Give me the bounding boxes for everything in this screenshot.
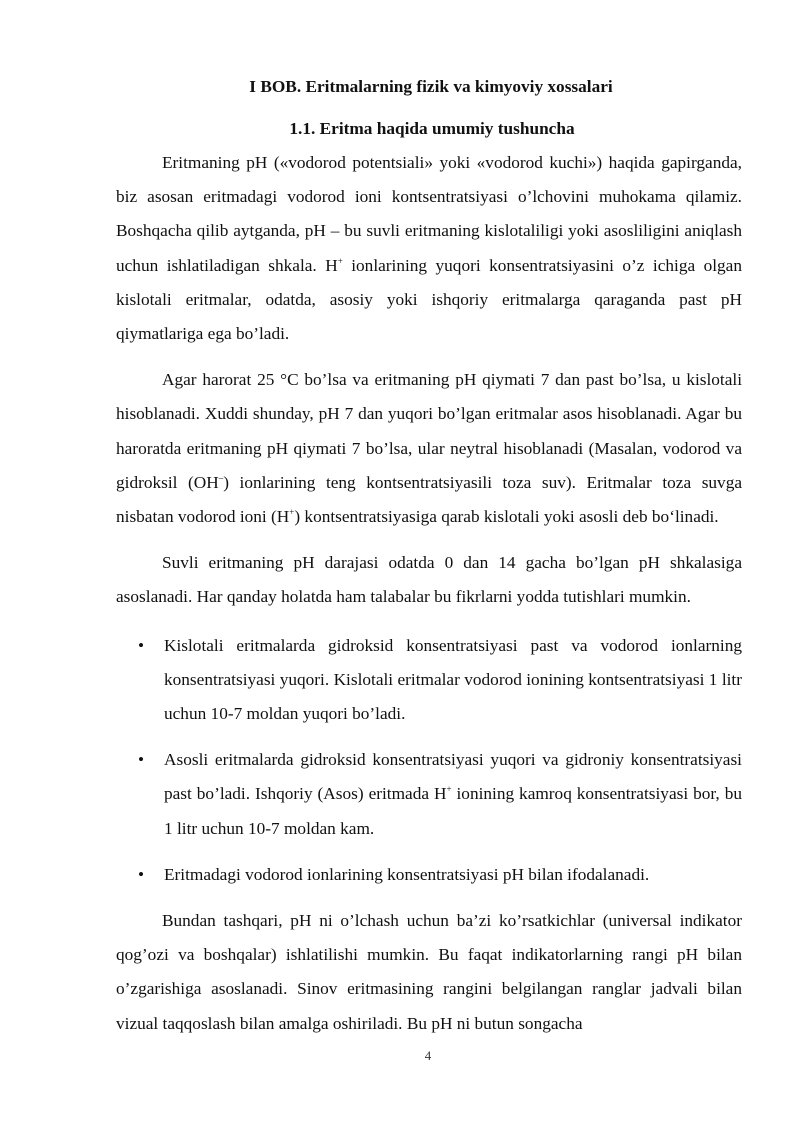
paragraph-2-text-b: ) ionlarining teng kontsentratsiyasili toza suv). Eritmalar toza suvga nisbatan vodorod ioni (H [116, 472, 743, 527]
page-content [116, 70, 742, 1041]
bullet-icon: • [138, 864, 145, 884]
superscript-plus: + [337, 255, 343, 266]
paragraph-1-text-b: ionlarining yuqori konsentratsiyasini o’z ichiga olgan kislotali eritmalar, odatda, asosiy yoki ishqoriy eritmalarga qaraganda past pH qiymatlariga ega bo’ladi. [116, 255, 742, 344]
paragraph-2-text-a: Agar harorat 25 °C bo’lsa va eritmaning pH qiymati 7 dan past bo’lsa, u kislotali hisoblanadi. Xuddi shunday, pH 7 dan yuqori bo’lgan eritmalar asos hisoblanadi. Agar bu haroratda eritmaning pH qiymati 7 bo’lsa, ular neytral hisoblanadi (Masalan, vodorod va gidroksil (OH [116, 370, 742, 492]
page-number: 4 [424, 1048, 432, 1063]
paragraph-3: Suvli eritmaning pH darajasi odatda 0 dan 14 gacha bo’lgan pH shkalasiga asoslanadi. Har qanday holatda ham talabalar bu fikrlarni yodda tutishlari mumkin. [116, 553, 742, 607]
paragraph-1-text-a: Eritmaning pH («vodorod potentsiali» yoki «vodorod kuchi») haqida gapirganda, biz asosan eritmadagi vodorod ioni kontsentratsiyasi o’lchovini muhokama qilamiz. Boshqacha qilib aytganda, pH – bu suvli eritmaning kislotaliligi yoki asosliligini aniqlash uchun ishlatiladigan shkala. H [116, 153, 742, 275]
superscript-minus: – [218, 472, 224, 483]
bullet-icon: • [138, 750, 145, 770]
list-item [116, 858, 742, 892]
paragraph-2-text-c: ) kontsentratsiyasiga qarab kislotali yoki asosli deb bo‘linadi. [294, 507, 719, 527]
bullet-icon: • [138, 635, 145, 655]
paragraph-4: Bundan tashqari, pH ni o’lchash uchun ba’zi ko’rsatkichlar (universal indikator qog’ozi va boshqalar) ishlatilishi mumkin. Bu faqat indikatorlarning rangi pH bilan o’zgarishiga asoslanadi. Sinov eritmasining rangini belgilangan ranglar jadvali bilan vizual taqqoslash bilan amalga oshiriladi. Bu pH ni butun songacha [116, 911, 742, 1033]
list-item-text: Eritmadagi vodorod ionlarining konsentratsiyasi pH bilan ifodalanadi. [164, 864, 650, 884]
bullet-list [116, 629, 742, 892]
list-item [116, 629, 742, 732]
list-item-text-b: ionining kamroq konsentratsiyasi bor, bu 1 litr uchun 10-7 moldan kam. [164, 784, 742, 838]
list-item-text-a: Asosli eritmalarda gidroksid konsentratsiyasi yuqori va gidroniy konsentratsiyasi past bo’ladi. Ishqoriy (Asos) eritmada H [164, 750, 742, 804]
superscript-plus: + [289, 507, 295, 518]
superscript-plus: + [446, 784, 452, 795]
list-item [116, 743, 742, 846]
list-item-text: Kislotali eritmalarda gidroksid konsentratsiyasi past va vodorod ionlarning konsentratsiyasi yuqori. Kislotali eritmalar vodorod ionining kontsentratsiyasi 1 litr uchun 10-7 moldan yuqori bo’ladi. [164, 635, 742, 724]
section-title: 1.1. Eritma haqida umumiy tushuncha [289, 119, 575, 138]
paragraph-1 [116, 146, 742, 351]
chapter-title: I BOB. Eritmalarning fizik va kimyoviy xossalari [249, 77, 613, 96]
paragraph-2 [116, 363, 742, 534]
